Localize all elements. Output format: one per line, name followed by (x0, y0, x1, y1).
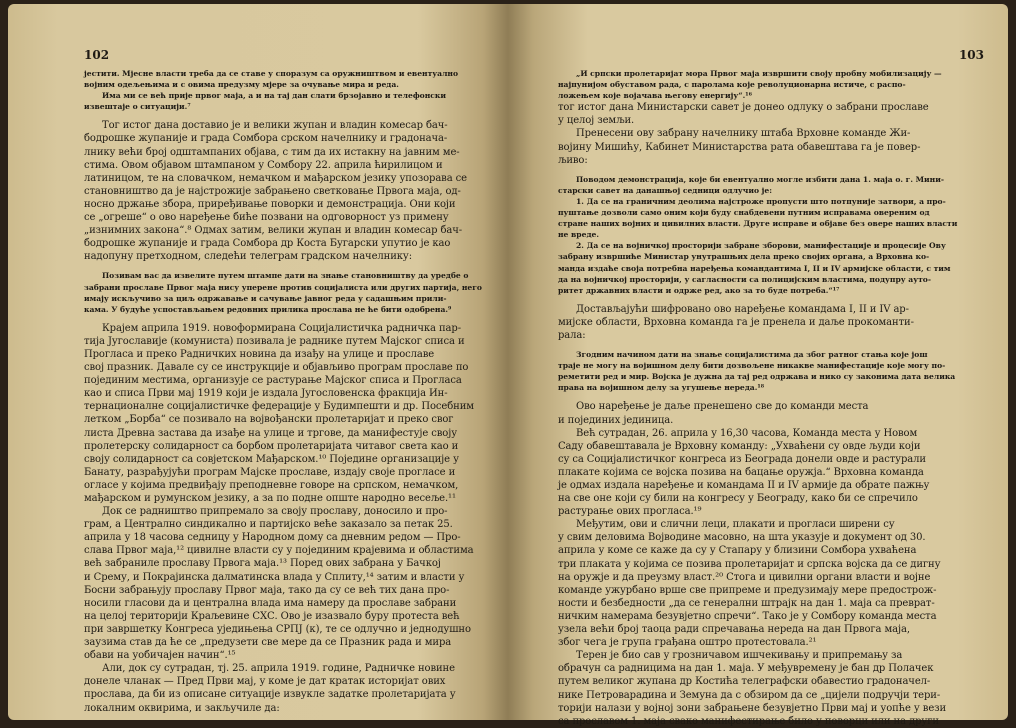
text-line: тија Југославије (комуниста) позивала је раднике путем Мајског списа и (84, 335, 465, 347)
text-line: при завршетку Конгреса уједињења СРПЈ (к), те се одлучно и једнодушно (84, 623, 471, 635)
text-line: носили гласови да и централна влада има намеру да прославе забрани (84, 597, 457, 609)
quote-line: ложењем које војачава његову енергију“.¹⁶ (558, 91, 752, 101)
quote-line: 1. Да се на граничним деолима најстроже пропусти што потпуније затвори, а про- (576, 196, 946, 206)
text-line: због чега је група грађана оштро протестовала.²¹ (558, 637, 817, 649)
text-line: обави на уобичајен начин“.¹⁵ (84, 650, 236, 662)
text-line: Ово наређење је даље пренешено све до команди места (576, 401, 869, 413)
quote-line: Позивам вас да извелите путем штампе дати на знање становништву да уредбе о (102, 271, 469, 281)
quote-line: Згодним начином дати на знање социјалистима да због ратног стања које још (576, 350, 928, 360)
book-spread (8, 4, 1008, 727)
quote-line: пуштање дозволи само оним који буду снабдевени путним исправама овереним од (558, 208, 930, 218)
page-number: 103 (958, 48, 984, 62)
text-line: Међутим, ови и слични леци, плакати и прогласи ширени су (576, 519, 895, 531)
text-line: априла у 18 часова седницу у Народном дому са дневним редом — Про- (84, 532, 461, 544)
quote-line: старски савет на данашњој седници одлучио је: (558, 185, 773, 195)
page-number: 102 (84, 48, 110, 62)
quote-line: војним одељењима и с овима предузму мјере за очување мира и реда. (84, 80, 399, 90)
text-line: команде ужурбано врше све припреме и предузимају мере предострож- (558, 584, 937, 596)
quote-line: права на војишном делу за угушење нереда.¹⁸ (558, 383, 765, 393)
text-line: Босни забрањују прославу Првог маја, тако да су се већ тих дана про- (84, 584, 450, 596)
text-line: рала: (558, 329, 586, 341)
quote-line: јестити. Мјесне власти треба да се ставе у споразум са оружништвом и евентуално (84, 69, 459, 78)
text-line: узела већи број таоца ради спречавања нереда на дан Првога маја, (558, 624, 910, 636)
text-line: пролетерску солидарност са борбом пролетаријата читавог света као и (84, 440, 459, 452)
text-line: Крајем априла 1919. новоформирана Социјалистичка радничка пар- (102, 322, 461, 334)
left-page (8, 4, 508, 720)
text-line: Саду обавештавала је Врховну команду: „Ухваћени су овде људи који (558, 440, 921, 452)
text-line: се „огреше“ о ово наређење биће позвани на одговорност уз примену (84, 212, 449, 224)
text-line: на све оне који су били на конгресу у Београду, како би се спречило (558, 493, 918, 505)
text-line: листа Древна застава да изађе на улице и тргове, да манифестује своју (84, 427, 458, 439)
paragraph-gap (558, 167, 964, 174)
text-line: становништво да је најстрожије забрањено светковање Првога маја, од- (84, 185, 461, 197)
text-line: на целој територији Краљевине СХС. Ово је изазвало буру протеста већ (84, 610, 460, 622)
text-line: летком „Борба“ се позивало на војвођански пролетаријат и преко свог (84, 414, 454, 426)
text-line: нике Петроварадина и Земуна да с обзиром да се „цијели подручји тери- (558, 689, 941, 701)
quote-line: не вреде. (558, 230, 599, 240)
paragraph-gap (84, 315, 474, 322)
text-line: војину Мишићу, Кабинет Министарства рата обавештава га је повер- (558, 141, 921, 153)
text-line: плакате којима се војска позива на бацање оружја.“ Врховна команда (558, 466, 924, 478)
text-line: путем великог жупана др Костића телеграфски обавестио градоначел- (558, 676, 931, 688)
quote-line: да на војничкој просторији, у сагласности са полицијским властима, подупру ауто- (558, 274, 931, 284)
quote-line: траје не могу на војишном делу бити дозвољене никакве манифестације које могу по- (558, 361, 946, 371)
text-line: Тог истог дана доставио је и велики жупан и владин комесар бач- (102, 120, 448, 132)
text-line: ности и безбедности „да се генерални штрајк на дан 1. маја са преврат- (558, 597, 935, 609)
text-line: заузима став да ће се „предузети све мере да се Празник рада и мира (84, 637, 452, 649)
quote-line: забрану извршиће Министар унутрашњих дела преко својих органа, а Врховна ко- (558, 252, 930, 262)
text-line: тернационалне социјалистичке федерације у Будимпешти и др. Посебним (84, 401, 474, 413)
text-line: локалним оквирима, и закључиле да: (84, 702, 280, 714)
text-line: свој празник. Давале су се инструкције и објављиво програм прославе по (84, 362, 469, 374)
text-line: бодрошке жупаније и града Сомбора срском начелнику и градонача- (84, 133, 448, 145)
quote-line: манда издаће своја потребна наређења командантима I, II и IV армијске области, с тим (558, 263, 951, 273)
paragraph-gap (558, 342, 964, 349)
quote-line: 2. Да се на војничкој просторији забране зборови, манифестације и процесије Ову (576, 241, 946, 251)
text-line: латиницом, те на словачком, немачком и мађарском језику упозорава се (84, 172, 467, 184)
text-line: растурање ових прогласа.¹⁹ (558, 506, 702, 518)
text-line: Терен је био сав у грозничавом ишчекивању и припремању за (576, 650, 903, 662)
text-line: носно држање збора, приређивање поворки и демонстрација. Они који (84, 198, 456, 210)
text-line: торији налази у војној зони забрањене безувјетно Први мај и уопће у вези (558, 702, 947, 714)
text-line: ничким намерама безувјетно спречи“. Тако је у Сомбору команда места (558, 610, 937, 622)
paragraph-gap (84, 263, 474, 270)
text-line: и појединих јединица. (558, 414, 674, 426)
quote-line: ритет државних власти и одрже ред, ако за то буде потреба.“¹⁷ (558, 285, 840, 295)
quote-line: Има ми се већ прије првог маја, а и на тај дан слати брзојавно и телефонски (102, 91, 447, 101)
text-line: бодрошке жупаније и града Сомбора др Коста Бугарски упутио је као (84, 238, 451, 250)
text-line: са прославом 1. маја свако манифестирање било у поворци или на други (558, 715, 939, 727)
quote-line: реметити ред и мир. Војска је дужна да тај ред одржава и нико су законима дата велика (558, 372, 956, 382)
text-line: грам, а Централно синдикално и партијско веће заказало за петак 25. (84, 519, 453, 531)
text-line: слава Првог маја,¹² цивилне власти су у појединим крајевима и областима (84, 545, 474, 557)
text-line: „изнимних закона“.⁸ Одмах затим, велики жупан и владин комесар бач- (84, 225, 463, 237)
text-line: Прогласа и преко Радничких новина да изађу на улице и прославе (84, 348, 435, 360)
text-line: су са Социјалистичког конгреса из Београда донели овде и растурали (558, 453, 926, 465)
text-line: је одмах издала наређење и командама II и IV армије да обрате пажњу (558, 480, 930, 491)
quote-line: забрани прославе Првог маја нису уперене против социјалиста или других партија, него (84, 282, 482, 292)
text-line: априла у коме се каже да су у Стапару у близини Сомбора ухваћена (558, 545, 917, 557)
text-line: Пренесени ову забрану начелнику штаба Врховне команде Жи- (576, 128, 911, 140)
text-line: и Срему, и Покрајинска далматинска влада у Сплиту,¹⁴ затим и власти у (84, 571, 465, 583)
text-line: три плаката у којима се позива пролетаријат и српска војска да се дигну (558, 558, 941, 570)
quote-line: извештаје о ситуацији.⁷ (84, 102, 191, 112)
paragraph-gap (558, 393, 964, 400)
left-page-text (84, 68, 482, 715)
text-line: Већ сутрадан, 26. априла у 16,30 часова, Команда места у Новом (576, 427, 918, 439)
text-line: већ забраниле прославу Првога маја.¹³ Поред ових забрана у Бачкој (84, 558, 441, 570)
text-line: као и списа Први мај 1919 који је издала Југословенска фракција Ин- (84, 388, 448, 400)
text-line: донеле чланак — Пред Први мај, у коме је дат кратак историјат ових (84, 676, 446, 688)
text-line: мијске области, Врховна команда га је пренела и даље прокоманти- (558, 316, 914, 328)
paragraph-gap (84, 112, 474, 119)
text-line: надопуну претходном, следећи телеграм градском начелнику: (84, 251, 412, 263)
text-line: мађарском и румунском језику, а за по подне опште народно весеље.¹¹ (84, 493, 456, 504)
text-line: прослава, да би из описане ситуације извукле задатке пролетаријата у (84, 689, 456, 701)
text-line: Банату, разрађујући програм Мајске прославе, издају своје прогласе и (84, 466, 456, 478)
quote-line: стране наших војних и цивилних власти. Друге исправе и објаве без овере наших власти (558, 219, 958, 229)
text-line: Али, док су сутрадан, тј. 25. априла 1919. године, Радничке новине (102, 663, 455, 675)
quote-line: „И српски пролетаријат мора Првог маја извршити своју пробну мобилизацију — (576, 69, 942, 78)
text-line: љиво: (558, 154, 588, 166)
text-line: у целој земљи. (558, 115, 635, 127)
text-line: обрачун са радницима на дан 1. маја. У међувремену је бан др Полачек (558, 663, 934, 675)
quote-line: имају искључиво за циљ одржавање и сачување јавног реда у садашњим прили- (84, 293, 447, 303)
text-line: своју солидарност са совјетском Мађарском.¹⁰ Поједине организације у (84, 453, 459, 465)
text-line: на оружје и да преузму власт.²⁰ Стога и цивилни органи власти и војне (558, 571, 931, 583)
paragraph-gap (558, 296, 964, 303)
quote-line: кама. У будуће успостављањем редовних прилика прослава не ће бити одобрена.⁹ (84, 304, 452, 314)
text-line: Док се радништво припремало за своју прославу, доносило и про- (102, 506, 448, 518)
text-line: тог истог дана Министарски савет је донео одлуку о забрани прославе (558, 102, 929, 114)
text-line: појединим местима, организује се растурање Мајског списа и Прогласа (84, 375, 462, 387)
text-line: лнику већи број одштампаних објава, с тим да их истакну на јавним ме- (84, 146, 460, 158)
text-line: огласе у којима предвиђају преподневне говоре на српском, немачком, (84, 479, 459, 491)
text-line: у свим деловима Војводине масовно, на шта указује и документ од 30. (558, 532, 926, 544)
right-page-text (558, 68, 964, 728)
quote-line: најпунијом обуставом рада, с паролама које револуционарна истиче, с распо- (558, 80, 906, 90)
text-line: Достављајући шифровано ово наређење командама I, II и IV ар- (576, 303, 909, 315)
right-page (508, 4, 1008, 727)
quote-line: Поводом демонстрација, које би евентуално могле избити дана 1. маја о. г. Мини- (576, 174, 945, 184)
text-line: стима. Овом објавом штампаном у Сомбору 22. априла ћирилицом и (84, 159, 443, 171)
